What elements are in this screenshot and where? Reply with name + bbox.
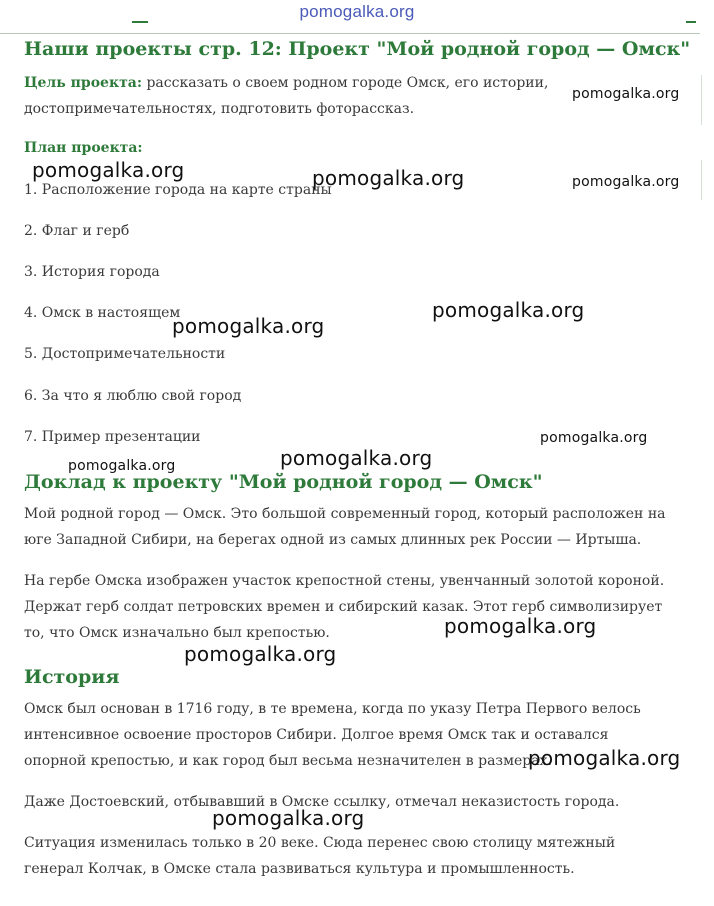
plan-item: 3. История города <box>24 264 160 280</box>
watermark: pomogalka.org <box>312 166 465 190</box>
watermark: pomogalka.org <box>280 446 433 470</box>
plan-item: 7. Пример презентации <box>24 429 201 445</box>
watermark: pomogalka.org <box>212 806 365 830</box>
watermark: pomogalka.org <box>572 174 680 190</box>
plan-item: 1. Расположение города на карте страны <box>24 182 332 198</box>
goal-text: рассказать о своем родном городе Омск, его истории, достопримечательностях, подготовить фоторассказ. <box>24 75 549 117</box>
goal-label: Цель проекта: <box>24 75 142 91</box>
history-paragraph: Даже Достоевский, отбывавший в Омске ссылку, отмечал неказистость города. <box>24 794 620 810</box>
history-heading: История <box>24 666 120 688</box>
plan-item: 4. Омск в настоящем <box>24 305 181 321</box>
top-watermark: pomogalka.org <box>299 2 415 21</box>
report-paragraph: Мой родной город — Омск. Это большой современный город, который расположен на юге Западной Сибири, на берегах одной из самых длинных рек России — Иртыша. <box>24 506 666 548</box>
watermark: pomogalka.org <box>540 430 648 446</box>
plan-item: 6. За что я люблю свой город <box>24 388 242 404</box>
report-paragraph: На гербе Омска изображен участок крепостной стены, увенчанный золотой короной. Держат герб солдат петровских времен и сибирский казак. Этот герб символизирует то, что Омск изначально был крепостью. <box>24 573 665 641</box>
history-paragraph: Ситуация изменилась только в 20 веке. Сюда перенес свою столицу мятежный генерал Колчак, в Омске стала развиваться культура и промышленность. <box>24 835 616 877</box>
plan-label: План проекта: <box>24 140 143 156</box>
page-title: Наши проекты стр. 12: Проект "Мой родной город — Омск" <box>24 38 691 60</box>
watermark: pomogalka.org <box>172 314 325 338</box>
watermark: pomogalka.org <box>444 614 597 638</box>
plan-item: 5. Достопримечательности <box>24 346 226 362</box>
watermark: pomogalka.org <box>572 86 680 102</box>
watermark: pomogalka.org <box>32 158 185 182</box>
header-divider <box>0 33 700 34</box>
plan-item: 2. Флаг и герб <box>24 223 130 239</box>
report-heading: Доклад к проекту "Мой родной город — Омск" <box>24 471 543 493</box>
sidebar-edge <box>701 160 702 200</box>
sidebar-edge <box>701 75 702 125</box>
header-accent-left <box>132 21 148 23</box>
watermark: pomogalka.org <box>184 642 337 666</box>
watermark: pomogalka.org <box>432 298 585 322</box>
watermark: pomogalka.org <box>68 458 176 474</box>
project-goal <box>24 70 584 122</box>
header-accent-right <box>686 21 696 23</box>
watermark: pomogalka.org <box>528 746 681 770</box>
history-paragraph: Омск был основан в 1716 году, в те времена, когда по указу Петра Первого велось интенсивное освоение просторов Сибири. Долгое время Омск так и оставался опорной крепостью, и как город был весьма незначителен в размерах. <box>24 701 641 769</box>
